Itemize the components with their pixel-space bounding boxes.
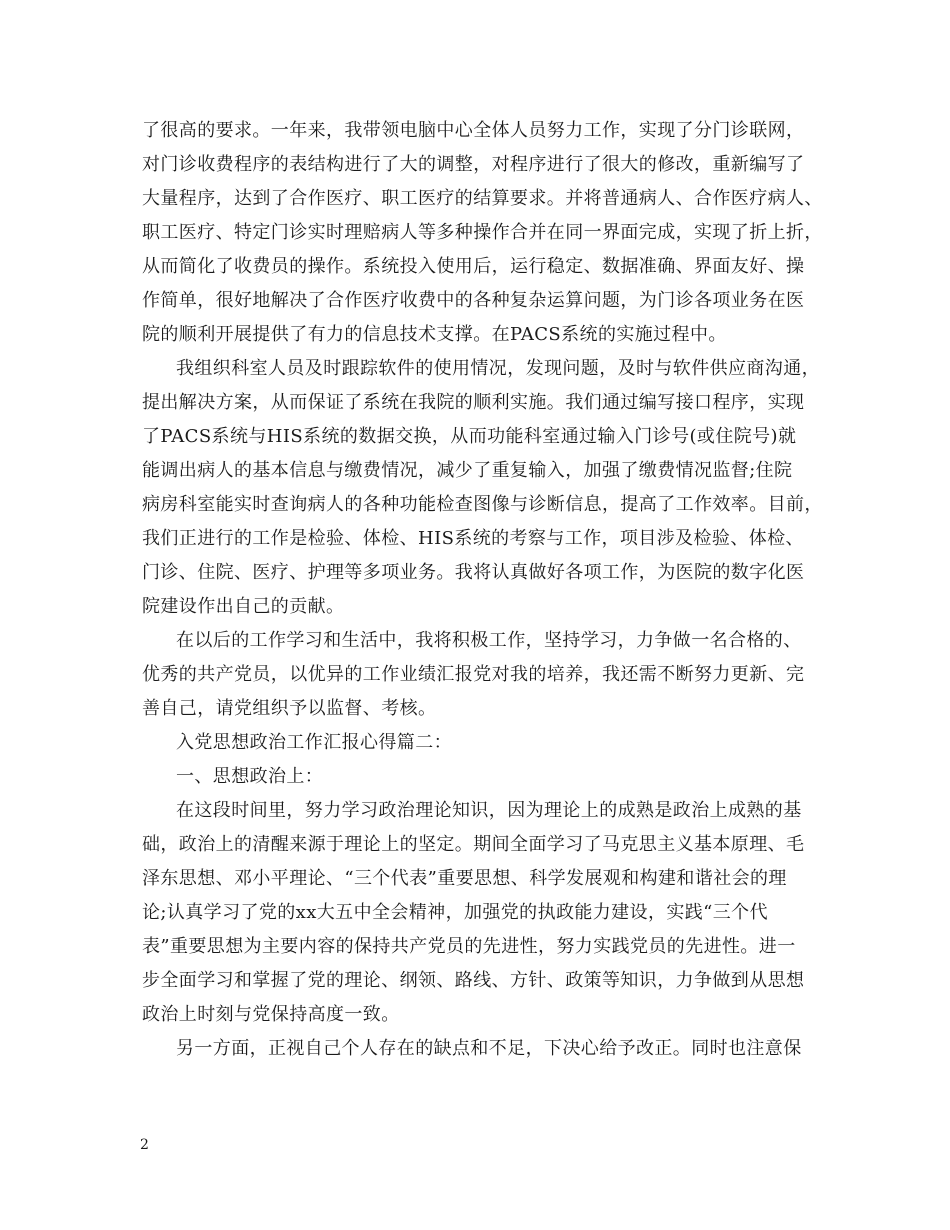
page-number: 2 — [140, 1137, 149, 1153]
text-line: 我们正进行的工作是检验、体检、HIS系统的考察与工作，项目涉及检验、体检、 — [142, 528, 804, 549]
text-line: 善自己，请党组织予以监督、考核。 — [142, 698, 437, 719]
text-line: 步全面学习和掌握了党的理论、纲领、路线、方针、政策等知识，力争做到从思想 — [142, 970, 805, 991]
text-line: 院的顺利开展提供了有力的信息技术支撑。在PACS系统的实施过程中。 — [142, 324, 727, 345]
text-line: 论;认真学习了党的xx大五中全会精神，加强党的执政能力建设，实践“三个代 — [142, 902, 768, 923]
text-line: 入党思想政治工作汇报心得篇二： — [176, 732, 452, 753]
text-line: 优秀的共产党员，以优异的工作业绩汇报党对我的培养，我还需不断努力更新、完 — [142, 664, 805, 685]
text-line: 对门诊收费程序的表结构进行了大的调整，对程序进行了很大的修改，重新编写了 — [142, 154, 805, 175]
text-line: 从而简化了收费员的操作。系统投入使用后，运行稳定、数据准确、界面友好、操 — [142, 256, 805, 277]
text-line: 提出解决方案，从而保证了系统在我院的顺利实施。我们通过编写接口程序，实现 — [142, 392, 805, 413]
text-line: 泽东思想、邓小平理论、“三个代表”重要思想、科学发展观和构建和谐社会的理 — [142, 868, 787, 889]
text-line: 病房科室能实时查询病人的各种功能检查图像与诊断信息，提高了工作效率。目前， — [142, 494, 823, 515]
text-line: 一、思想政治上： — [176, 766, 324, 787]
text-line: 表”重要思想为主要内容的保持共产党员的先进性，努力实践党员的先进性。进一 — [142, 936, 796, 957]
text-line: 了很高的要求。一年来，我带领电脑中心全体人员努力工作，实现了分门诊联网， — [142, 120, 805, 141]
text-line: 我组织科室人员及时跟踪软件的使用情况，发现问题，及时与软件供应商沟通， — [176, 358, 820, 379]
text-line: 作简单，很好地解决了合作医疗收费中的各种复杂运算问题，为门诊各项业务在医 — [142, 290, 805, 311]
text-line: 能调出病人的基本信息与缴费情况，减少了重复输入，加强了缴费情况监督;住院 — [142, 460, 793, 481]
text-line: 在以后的工作学习和生活中，我将积极工作，坚持学习，力争做一名合格的、 — [176, 630, 802, 651]
body-text — [142, 114, 832, 1066]
text-line: 另一方面，正视自己个人存在的缺点和不足，下决心给予改正。同时也注意保 — [176, 1038, 802, 1059]
text-line: 础，政治上的清醒来源于理论上的坚定。期间全面学习了马克思主义基本原理、毛 — [142, 834, 805, 855]
text-line: 政治上时刻与党保持高度一致。 — [142, 1004, 400, 1025]
text-line: 院建设作出自己的贡献。 — [142, 596, 345, 617]
text-line: 了PACS系统与HIS系统的数据交换，从而功能科室通过输入门诊号(或住院号)就 — [142, 426, 797, 447]
text-line: 门诊、住院、医疗、护理等多项业务。我将认真做好各项工作，为医院的数字化医 — [142, 562, 805, 583]
text-line: 在这段时间里，努力学习政治理论知识，因为理论上的成熟是政治上成熟的基 — [176, 800, 802, 821]
text-line: 大量程序，达到了合作医疗、职工医疗的结算要求。并将普通病人、合作医疗病人、 — [142, 188, 823, 209]
text-line: 职工医疗、特定门诊实时理赔病人等多种操作合并在同一界面完成，实现了折上折， — [142, 222, 823, 243]
